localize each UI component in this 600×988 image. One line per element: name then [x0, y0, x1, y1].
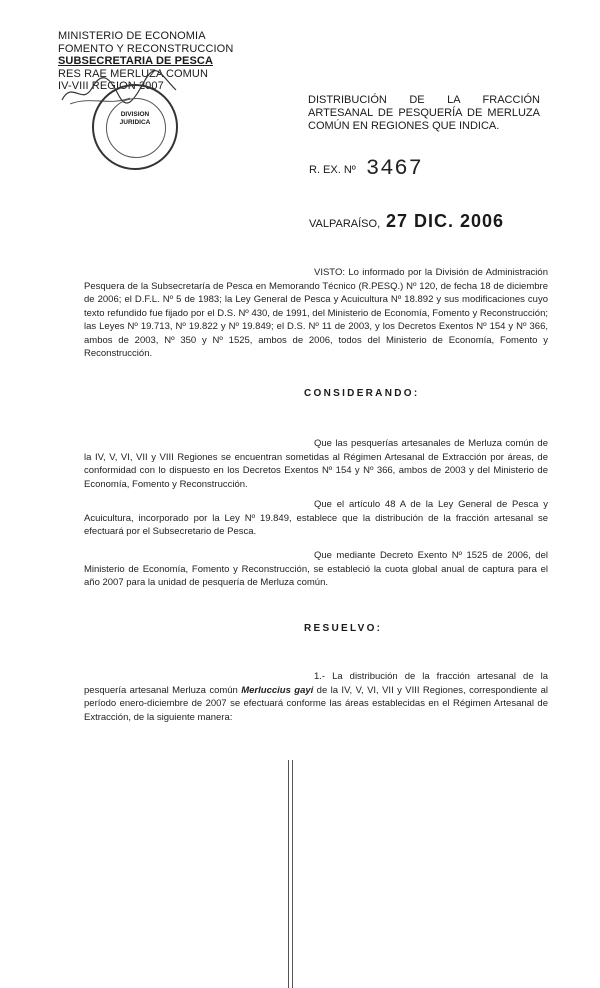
seal-text-line-2: JURIDICA: [119, 119, 151, 126]
ministry-line-1: MINISTERIO DE ECONOMIA: [58, 30, 206, 42]
subsecretaria-line: SUBSECRETARIA DE PESCA: [58, 55, 213, 67]
resolution-label: R. EX. Nº: [309, 164, 356, 176]
seal-text-line-1: DIVISION: [120, 111, 150, 118]
reference-line-2: IV-VIII REGION 2007: [58, 80, 164, 92]
seal-text: [94, 111, 176, 127]
reference-line-1: RES RAE MERLUZA COMUN: [58, 67, 209, 80]
resuelvo-text-a: 1.- La distribución de la fracción artesanal de la pesquería artesanal Merluza común: [84, 671, 548, 696]
resuelvo-heading: RESUELVO:: [304, 623, 383, 634]
resolution-title: DISTRIBUCIÓN DE LA FRACCIÓN ARTESANAL DE PESQUERÍA DE MERLUZA COMÚN EN REGIONES QUE INDICA.: [308, 94, 540, 132]
ministry-line-2: FOMENTO Y RECONSTRUCCION: [58, 42, 234, 55]
considerando-heading: CONSIDERANDO:: [304, 388, 420, 399]
seal-inner-ring: [106, 98, 166, 158]
considerando-paragraph-3: Que mediante Decreto Exento Nº 1525 de 2006, del Ministerio de Economía, Fomento y Reconstrucción, se estableció la cuota global anual de captura para el año 2007 para la unidad de pesquería de Merluza común.: [84, 550, 548, 588]
resuelvo-paragraph-1: [84, 670, 548, 724]
visto-paragraph: VISTO: Lo informado por la División de Administración Pesquera de la Subsecretaría de Pesca en Memorando Técnico (R.PESQ.) Nº 120, de fecha 18 de diciembre de 2006; el D.F.L. Nº 5 de 1983; la Ley General de Pesca y Acuicultura Nº 18.892 y sus modificaciones cuyo texto refundido fue fijado por el D.S. Nº 430, de 1991, del Ministerio de Economía, Fomento y Reconstrucción; las Leyes Nº 19.713, Nº 19.822 y Nº 19.849; el D.S. Nº 11 de 2003, y los Decretos Exentos Nº 154 y Nº 366, ambos de 2003, Nº 350 y Nº 1525, ambos de 2006, todos del Ministerio de Economía, Fomento y Reconstrucción.: [84, 267, 548, 359]
resuelvo-text-b: de la IV, V, VI, VII y VIII Regiones, correspondiente al período enero-diciembre de 2007 se efectuará conforme las áreas establecidas en el Régimen Artesanal de Extracción, de la siguiente manera:: [84, 684, 548, 723]
table-border-inner: [292, 760, 293, 988]
considerando-paragraph-1: Que las pesquerías artesanales de Merluza común de la IV, V, VI, VII y VIII Regiones se encuentran sometidas al Régimen Artesanal de Extracción por áreas, de conformidad con lo dispuesto en los Decretos Exentos Nº 154 y Nº 366, ambos de 2003 y del Ministerio de Economía, Fomento y Reconstrucción.: [84, 438, 548, 490]
place: VALPARAÍSO,: [309, 218, 381, 230]
resolution-number: 3467: [366, 156, 423, 181]
species-name: Merluccius gayi: [241, 684, 314, 696]
considerando-paragraph-2: Que el artículo 48 A de la Ley General de Pesca y Acuicultura, incorporado por la Ley Nº 19.849, establece que la distribución de la fracción artesanal se efectuará por el Subsecretario de Pesca.: [84, 499, 548, 537]
date-stamp: 27 DIC. 2006: [386, 211, 505, 231]
division-juridica-seal: [92, 84, 178, 170]
table-border-left: [288, 760, 289, 988]
